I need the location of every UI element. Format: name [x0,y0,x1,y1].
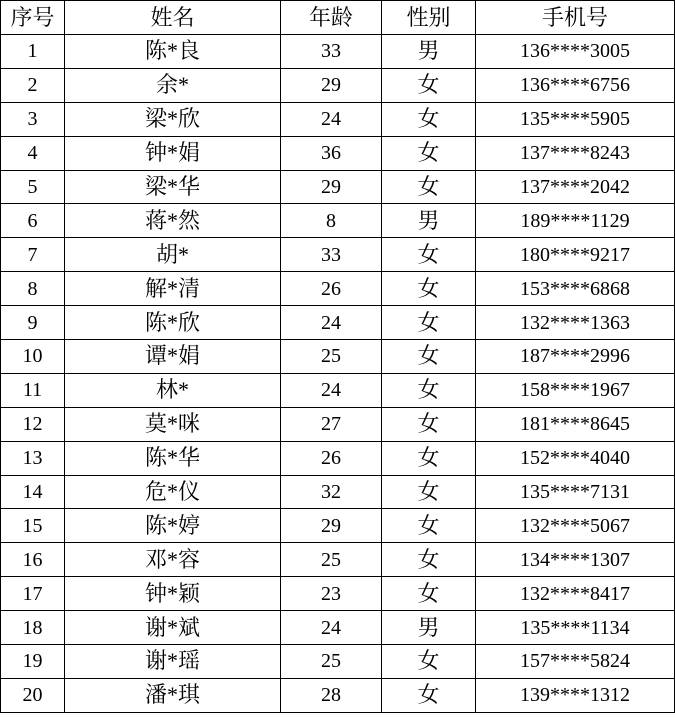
header-row [1,1,675,35]
cell-index: 5 [1,170,65,204]
cell-gender: 女 [382,543,476,577]
cell-gender: 女 [382,68,476,102]
cell-phone: 137****8243 [476,136,675,170]
table-header [1,1,675,35]
cell-phone: 158****1967 [476,373,675,407]
cell-gender: 男 [382,611,476,645]
table-row [1,407,675,441]
table-row [1,577,675,611]
cell-age: 25 [281,340,382,374]
cell-phone: 180****9217 [476,238,675,272]
cell-name: 陈*良 [65,35,281,69]
cell-index: 13 [1,441,65,475]
cell-phone: 135****7131 [476,475,675,509]
cell-index: 2 [1,68,65,102]
cell-name: 胡* [65,238,281,272]
cell-gender: 女 [382,475,476,509]
cell-index: 3 [1,102,65,136]
table-row [1,441,675,475]
cell-gender: 女 [382,645,476,679]
cell-index: 4 [1,136,65,170]
cell-gender: 女 [382,678,476,712]
cell-name: 陈*婷 [65,509,281,543]
table-row [1,136,675,170]
cell-gender: 男 [382,204,476,238]
cell-age: 26 [281,272,382,306]
cell-index: 19 [1,645,65,679]
cell-name: 谢*斌 [65,611,281,645]
cell-index: 9 [1,306,65,340]
cell-name: 解*清 [65,272,281,306]
cell-name: 钟*娟 [65,136,281,170]
cell-phone: 139****1312 [476,678,675,712]
cell-index: 20 [1,678,65,712]
header-gender: 性别 [382,1,476,35]
cell-gender: 女 [382,306,476,340]
cell-index: 7 [1,238,65,272]
cell-name: 余* [65,68,281,102]
cell-age: 28 [281,678,382,712]
cell-name: 钟*颖 [65,577,281,611]
cell-index: 17 [1,577,65,611]
cell-phone: 136****3005 [476,35,675,69]
cell-name: 潘*琪 [65,678,281,712]
cell-index: 15 [1,509,65,543]
cell-phone: 153****6868 [476,272,675,306]
table-row [1,475,675,509]
table-row [1,238,675,272]
table-row [1,678,675,712]
cell-phone: 189****1129 [476,204,675,238]
cell-name: 陈*华 [65,441,281,475]
cell-phone: 132****8417 [476,577,675,611]
cell-phone: 135****5905 [476,102,675,136]
cell-phone: 134****1307 [476,543,675,577]
cell-index: 12 [1,407,65,441]
header-age: 年龄 [281,1,382,35]
cell-index: 18 [1,611,65,645]
cell-gender: 女 [382,407,476,441]
header-name: 姓名 [65,1,281,35]
header-phone: 手机号 [476,1,675,35]
cell-gender: 女 [382,441,476,475]
cell-phone: 187****2996 [476,340,675,374]
cell-gender: 女 [382,170,476,204]
cell-phone: 137****2042 [476,170,675,204]
cell-age: 29 [281,68,382,102]
cell-index: 8 [1,272,65,306]
table-row [1,102,675,136]
cell-phone: 181****8645 [476,407,675,441]
cell-gender: 女 [382,373,476,407]
cell-age: 24 [281,306,382,340]
cell-age: 25 [281,543,382,577]
cell-age: 23 [281,577,382,611]
header-index: 序号 [1,1,65,35]
cell-gender: 女 [382,509,476,543]
table-row [1,611,675,645]
table-row [1,543,675,577]
cell-name: 梁*欣 [65,102,281,136]
cell-age: 29 [281,170,382,204]
cell-name: 莫*咪 [65,407,281,441]
cell-age: 24 [281,373,382,407]
cell-age: 8 [281,204,382,238]
cell-age: 24 [281,102,382,136]
cell-name: 梁*华 [65,170,281,204]
cell-gender: 女 [382,340,476,374]
table-row [1,204,675,238]
cell-age: 24 [281,611,382,645]
cell-gender: 女 [382,272,476,306]
cell-name: 蒋*然 [65,204,281,238]
cell-phone: 136****6756 [476,68,675,102]
table-body [1,35,675,713]
cell-index: 10 [1,340,65,374]
table-row [1,68,675,102]
cell-gender: 女 [382,577,476,611]
cell-phone: 157****5824 [476,645,675,679]
table-row [1,306,675,340]
cell-index: 14 [1,475,65,509]
cell-name: 危*仪 [65,475,281,509]
table-row [1,272,675,306]
cell-phone: 135****1134 [476,611,675,645]
cell-gender: 女 [382,238,476,272]
cell-age: 33 [281,35,382,69]
table-row [1,35,675,69]
cell-index: 16 [1,543,65,577]
cell-index: 1 [1,35,65,69]
cell-index: 11 [1,373,65,407]
cell-age: 36 [281,136,382,170]
cell-age: 27 [281,407,382,441]
cell-phone: 152****4040 [476,441,675,475]
cell-name: 谢*瑶 [65,645,281,679]
cell-index: 6 [1,204,65,238]
cell-age: 32 [281,475,382,509]
table-row [1,645,675,679]
table-row [1,170,675,204]
cell-name: 林* [65,373,281,407]
cell-name: 谭*娟 [65,340,281,374]
table-row [1,509,675,543]
cell-age: 26 [281,441,382,475]
cell-name: 陈*欣 [65,306,281,340]
cell-name: 邓*容 [65,543,281,577]
cell-gender: 女 [382,102,476,136]
cell-phone: 132****5067 [476,509,675,543]
cell-gender: 男 [382,35,476,69]
cell-age: 29 [281,509,382,543]
table-row [1,340,675,374]
cell-age: 33 [281,238,382,272]
table-row [1,373,675,407]
cell-age: 25 [281,645,382,679]
cell-gender: 女 [382,136,476,170]
cell-phone: 132****1363 [476,306,675,340]
